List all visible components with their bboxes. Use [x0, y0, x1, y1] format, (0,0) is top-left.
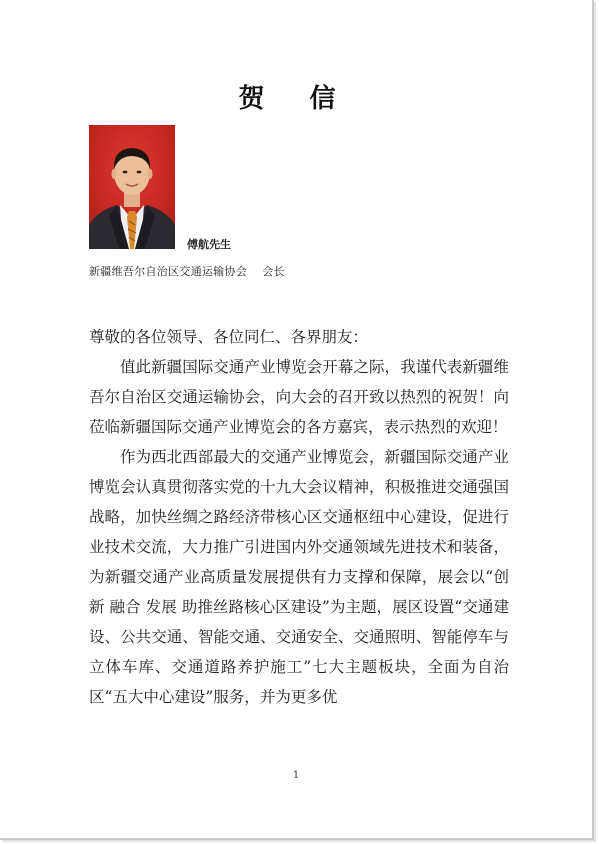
letter-title: 贺 信: [238, 84, 354, 114]
paragraph: 作为西北西部最大的交通产业博览会，新疆国际交通产业博览会认真贯彻落实党的十九大会议精神，积极推进交通强国战略，加快丝绸之路经济带核心区交通枢纽中心建设，促进行业技术交流，大力推广引进国内外交通领域先进技术和装备，为新疆交通产业高质量发展提供有力支撑和保障，展会以“创新 融合 发展 助推丝路核心区建设”为主题，展区设置“交通建设、公共交通、智能交通、交通安全、交通照明、智能停车与立体车库、交通道路养护施工”七大主题板块，全面为自治区“五大中心建设”服务，并为更多优: [89, 448, 509, 706]
organization-title: 新疆维吾尔自治区交通运输协会 会长: [89, 265, 285, 278]
portrait-photo: [89, 125, 175, 249]
paragraph: 值此新疆国际交通产业博览会开幕之际，我谨代表新疆维吾尔自治区交通运输协会，向大会的召开致以热烈的祝贺！向莅临新疆国际交通产业博览会的各方嘉宾，表示热烈的欢迎！: [89, 358, 509, 436]
greeting: 尊敬的各位领导、各位同仁、各界朋友：: [89, 328, 369, 346]
page-number: 1: [292, 770, 300, 781]
person-name: 傅航先生: [187, 238, 231, 251]
letter-body: [89, 322, 509, 712]
